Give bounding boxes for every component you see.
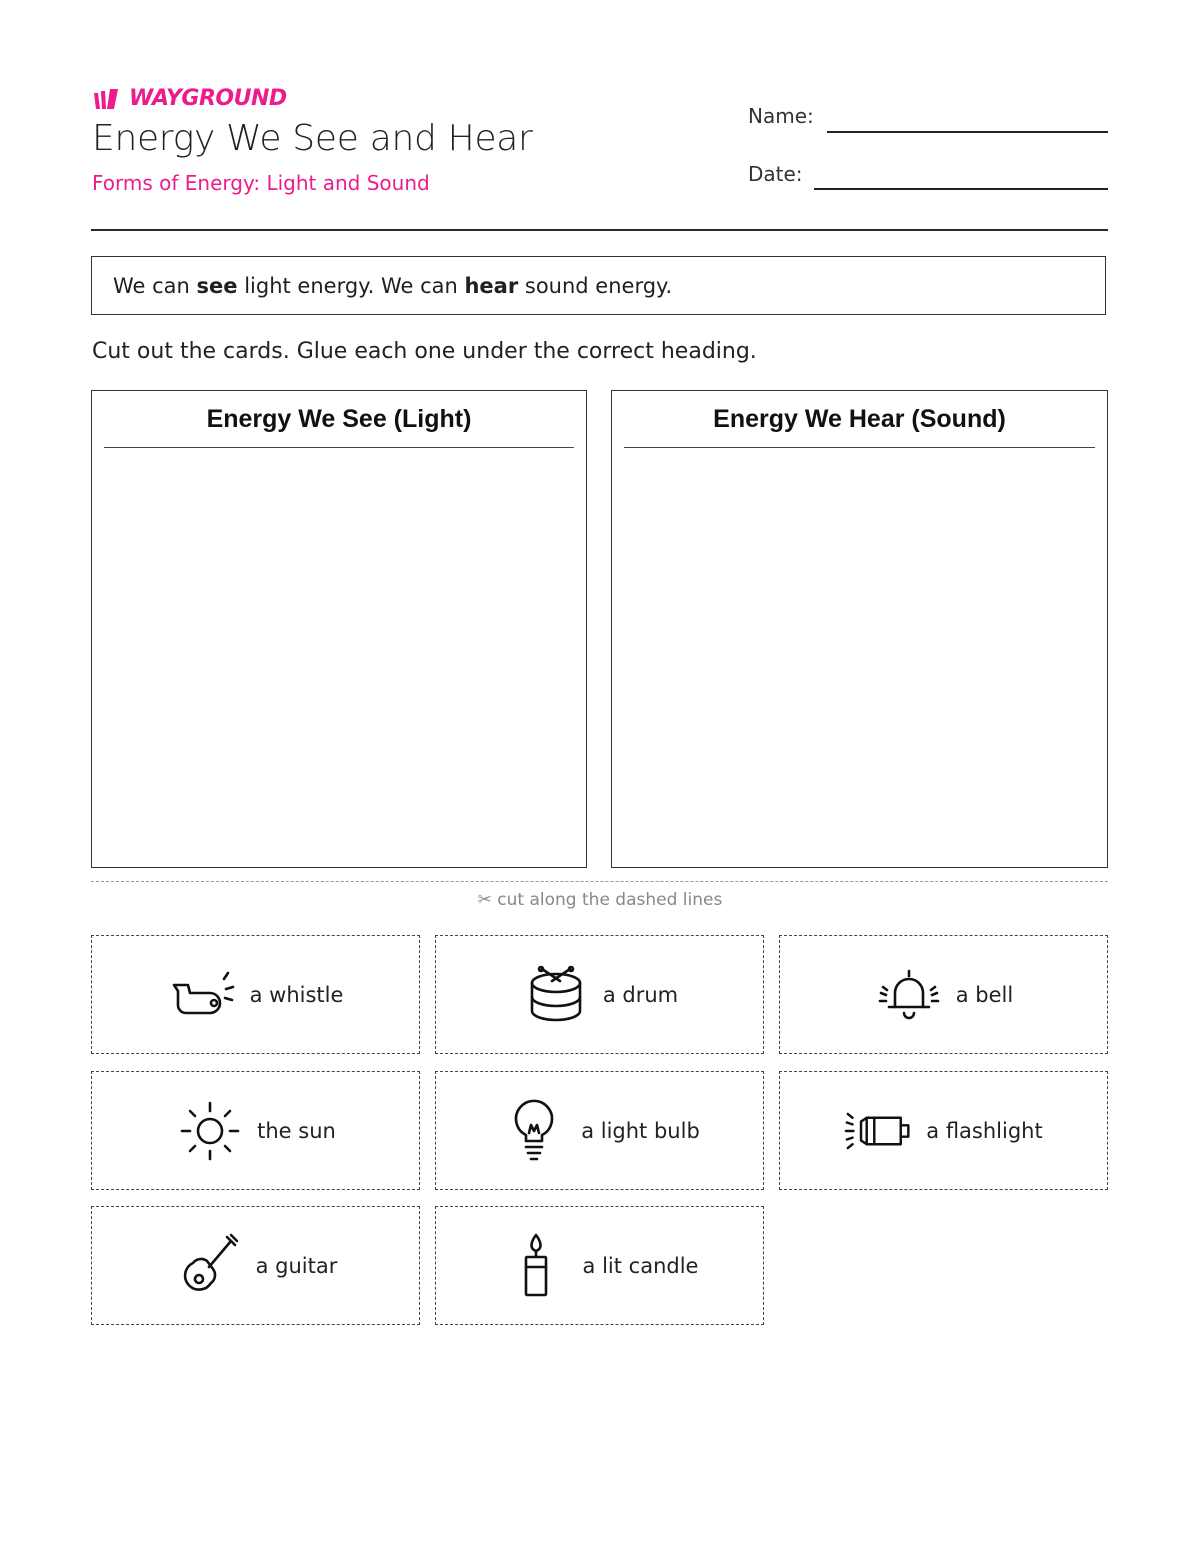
card-label: a bell [955,982,1014,1007]
date-label: Date: [748,162,803,186]
cut-line [91,881,1108,882]
flashlight-icon [844,1096,914,1166]
card-bell[interactable] [779,935,1108,1054]
card-label: the sun [257,1118,336,1143]
key-idea-bold-see: see [196,273,238,298]
whistle-icon [168,960,238,1030]
card-lit-candle[interactable] [435,1206,764,1325]
column-heading-sound: Energy We Hear (Sound) [624,391,1095,448]
card-sun[interactable] [91,1071,420,1190]
card-flashlight[interactable] [779,1071,1108,1190]
key-idea-text-1: We can [113,273,197,298]
candle-icon [501,1231,571,1301]
name-field[interactable] [827,131,1108,133]
key-idea-box [91,256,1106,315]
card-label: a whistle [249,982,344,1007]
key-idea-text-2: light energy. We can [237,273,465,298]
bell-icon [874,960,944,1030]
page-title: Energy We See and Hear [92,118,533,159]
card-label: a flashlight [926,1118,1043,1143]
sort-column-light[interactable] [91,390,587,868]
card-label: a drum [602,982,679,1007]
brand-logo [92,86,287,111]
instructions: Cut out the cards. Glue each one under the correct heading. [92,339,757,364]
cut-note: ✂ cut along the dashed lines [477,890,723,910]
key-idea-bold-hear: hear [464,273,519,298]
header-divider [91,229,1108,231]
name-label: Name: [748,104,814,128]
key-idea-text-3: sound energy. [518,273,673,298]
page-subtitle: Forms of Energy: Light and Sound [92,171,430,195]
brand-name: WAYGROUND [129,86,287,111]
lightbulb-icon [499,1096,569,1166]
card-label: a guitar [255,1253,338,1278]
card-whistle[interactable] [91,935,420,1054]
card-light-bulb[interactable] [435,1071,764,1190]
sort-column-sound[interactable] [611,390,1108,868]
card-label: a lit candle [582,1253,699,1278]
date-field[interactable] [814,188,1108,190]
card-label: a light bulb [581,1118,700,1143]
brand-mark-icon [92,87,126,111]
card-guitar[interactable] [91,1206,420,1325]
column-heading-light: Energy We See (Light) [104,391,574,448]
drum-icon [521,960,591,1030]
sun-icon [175,1096,245,1166]
card-drum[interactable] [435,935,764,1054]
guitar-icon [174,1231,244,1301]
